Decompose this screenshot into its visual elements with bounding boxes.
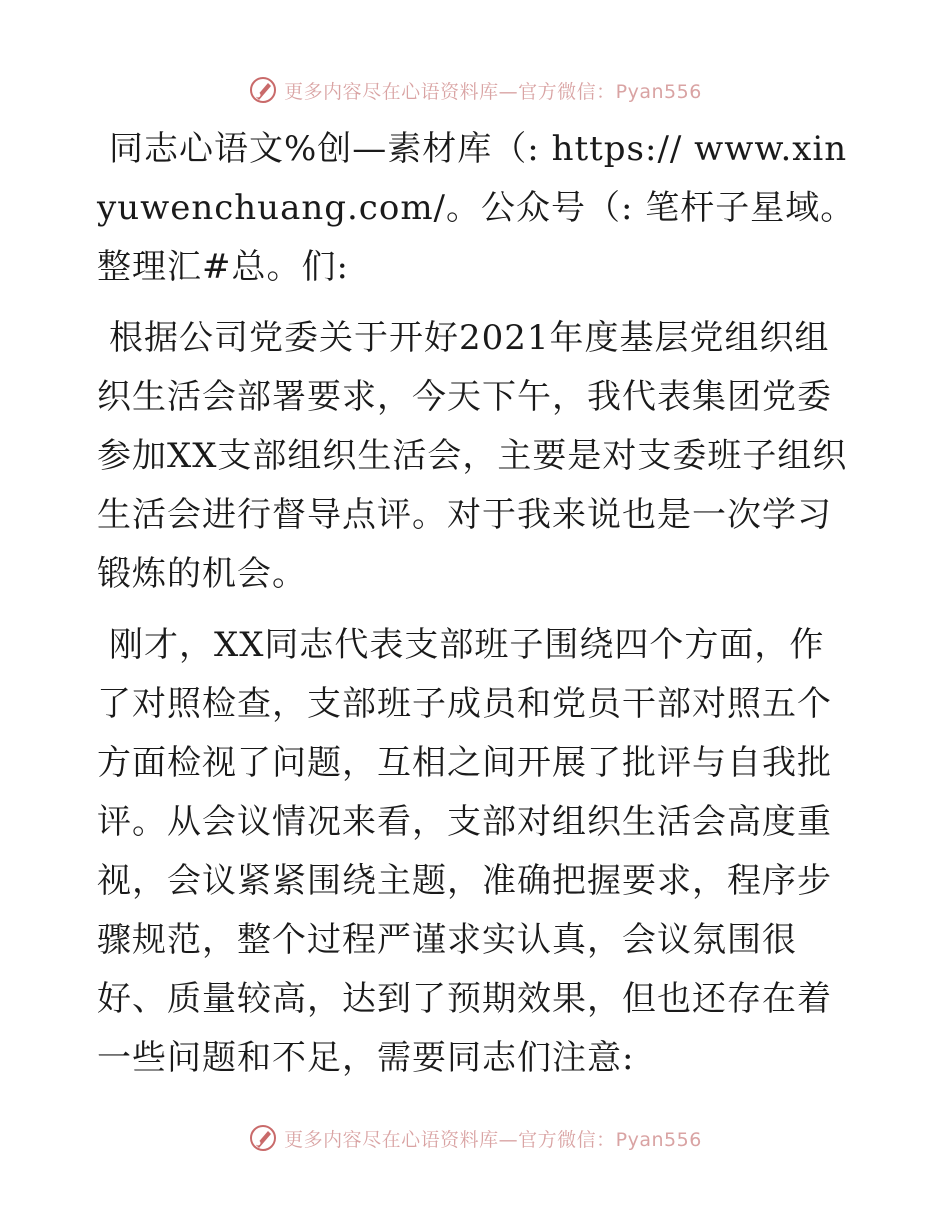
paragraph-intro: 根据公司党委关于开好2021年度基层党组织组织生活会部署要求，今天下午，我代表集团党委参加XX支部组织生活会，主要是对支委班子组织生活会进行督导点评。对于我来说也是一次学习锻炼的机会。 xyxy=(97,318,848,594)
watermark-text: 更多内容尽在心语资料库—官方微信：Pyan556 xyxy=(284,1128,702,1151)
footer-watermark xyxy=(0,1118,950,1158)
pen-logo-icon xyxy=(248,75,278,105)
paragraph-source-note: 同志心语文%创—素材库（: https:// www.xinyuwenchuang.com/。公众号（: 笔杆子星域。整理汇#总。们: xyxy=(97,129,856,287)
pen-logo-icon xyxy=(248,1123,278,1153)
watermark-text: 更多内容尽在心语资料库—官方微信：Pyan556 xyxy=(284,80,702,103)
header-watermark xyxy=(0,70,950,110)
document-body xyxy=(97,120,857,1100)
paragraph-review: 刚才，XX同志代表支部班子围绕四个方面，作了对照检查，支部班子成员和党员干部对照五个方面检视了问题，互相之间开展了批评与自我批评。从会议情况来看，支部对组织生活会高度重视，会议紧紧围绕主题，准确把握要求，程序步骤规范，整个过程严谨求实认真，会议氛围很好、质量较高，达到了预期效果，但也还存在着一些问题和不足，需要同志们注意: xyxy=(97,625,832,1078)
